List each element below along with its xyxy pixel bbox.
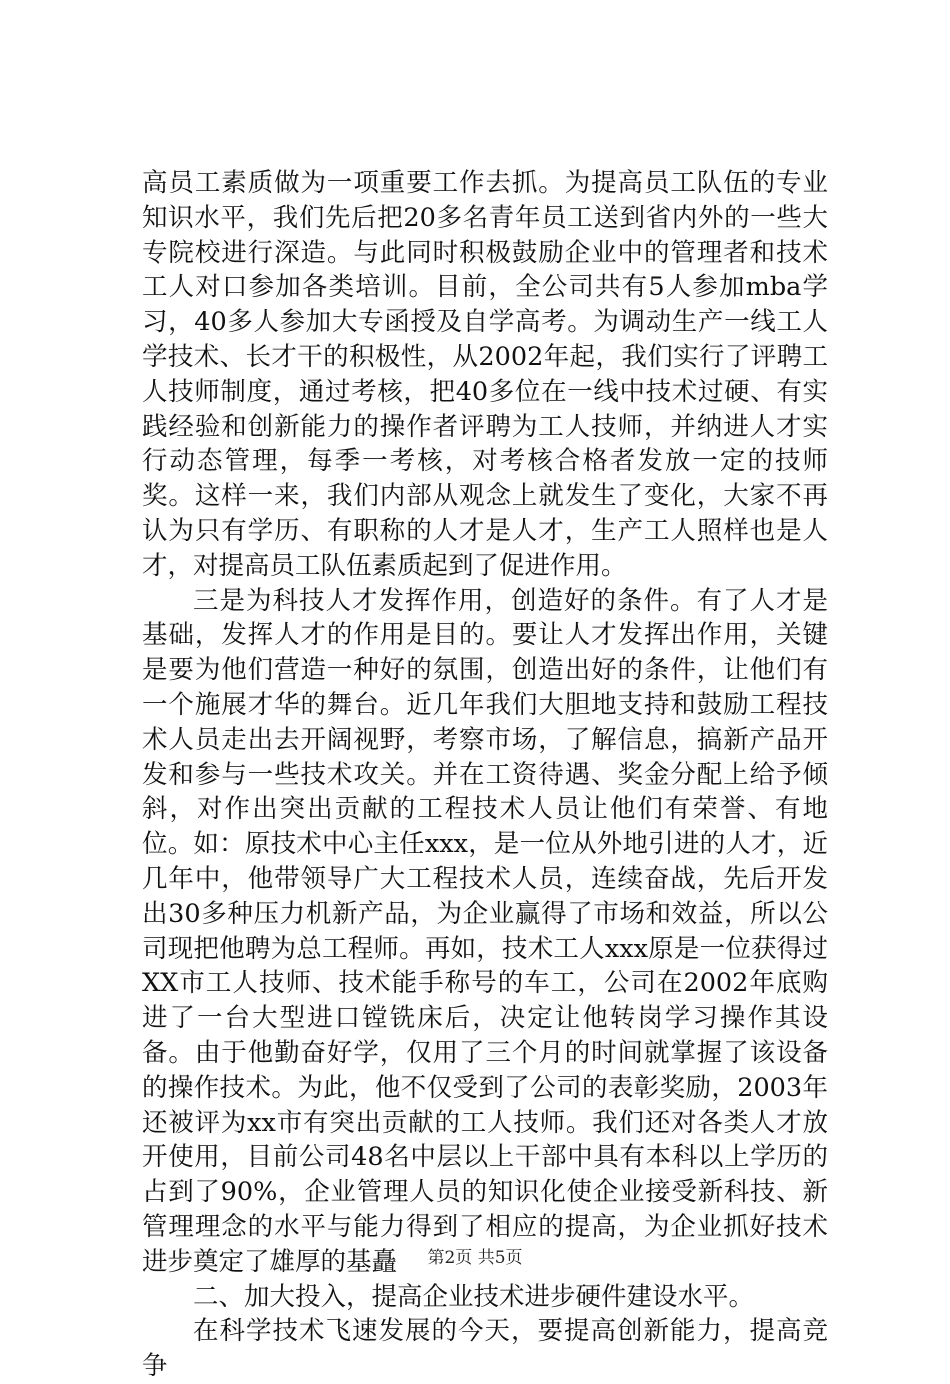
paragraph-talent-conditions: 三是为科技人才发挥作用，创造好的条件。有了人才是基础，发挥人才的作用是目的。要让人才发挥出作用，关键是要为他们营造一种好的氛围，创造出好的条件，让他们有一个施展才华的舞台。近几年我们大胆地支持和鼓励工程技术人员走出去开阔视野，考察市场，了解信息，搞新产品开发和参与一些技术攻关。并在工资待遇、奖金分配上给予倾斜，对作出突出贡献的工程技术人员让他们有荣誉、有地位。如：原技术中心主任xxx，是一位从外地引进的人才，近几年中，他带领导广大工程技术人员，连续奋战，先后开发出30多种压力机新产品，为企业赢得了市场和效益，所以公司现把他聘为总工程师。再如，技术工人xxx原是一位获得过XX市工人技师、技术能手称号的车工，公司在2002年底购进了一台大型进口镗铣床后，决定让他转岗学习操作其设备。由于他勤奋好学，仅用了三个月的时间就掌握了该设备的操作技术。为此，他不仅受到了公司的表彰奖励，2003年还被评为xx市有突出贡献的工人技师。我们还对各类人才放开使用，目前公司48名中层以上干部中具有本科以上学历的占到了90%，企业管理人员的知识化使企业接受新科技、新管理理念的水平与能力得到了相应的提高，为企业抓好技术进步奠定了雄厚的基矗 <box>142 585 828 1277</box>
paragraph-continued: 高员工素质做为一项重要工作去抓。为提高员工队伍的专业知识水平，我们先后把20多名青年员工送到省内外的一些大专院校进行深造。与此同时积极鼓励企业中的管理者和技术工人对口参加各类培训。目前，全公司共有5人参加mba学习，40多人参加大专函授及自学高考。为调动生产一线工人学技术、长才干的积极性，从2002年起，我们实行了评聘工人技师制度，通过考核，把40多位在一线中技术过硬、有实践经验和创新能力的操作者评聘为工人技师，并纳进人才实行动态管理，每季一考核，对考核合格者发放一定的技师奖。这样一来，我们内部从观念上就发生了变化，大家不再认为只有学历、有职称的人才是人才，生产工人照样也是人才，对提高员工队伍素质起到了促进作用。 <box>142 168 828 581</box>
page-footer <box>0 1243 950 1268</box>
section-heading: 二、加大投入，提高企业技术进步硬件建设水平。 <box>193 1281 755 1312</box>
paragraph-tech-development: 在科学技术飞速发展的今天，要提高创新能力，提高竞争 <box>142 1316 828 1382</box>
document-body <box>142 166 828 1384</box>
page-number: 第2页 共5页 <box>427 1248 523 1268</box>
